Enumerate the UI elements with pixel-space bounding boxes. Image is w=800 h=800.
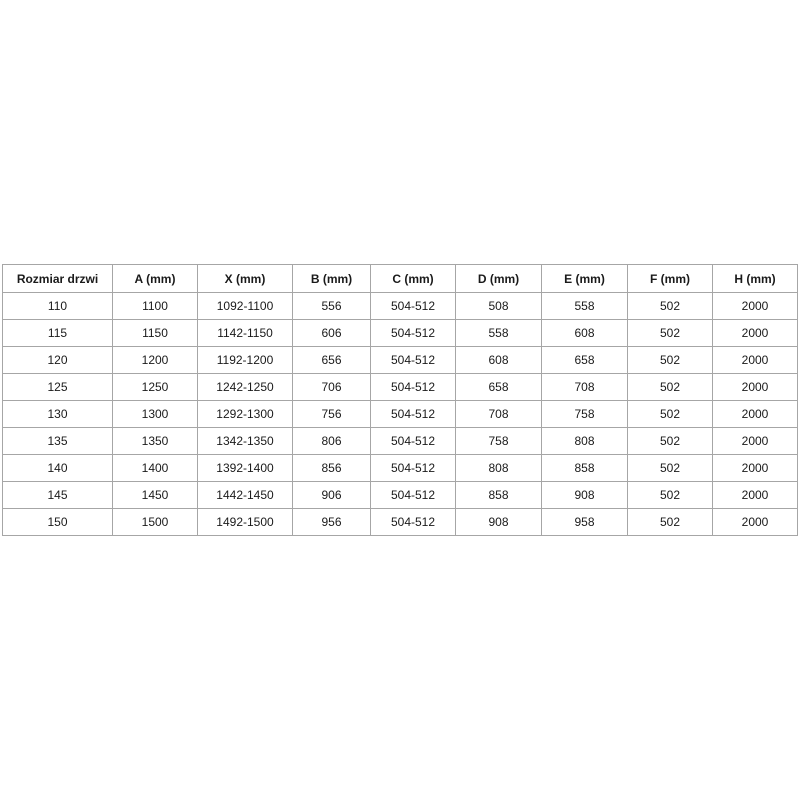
column-header-f-mm: F (mm)	[628, 265, 713, 293]
table-cell: 2000	[713, 401, 798, 428]
table-cell: 1142-1150	[198, 320, 293, 347]
table-row	[3, 455, 798, 482]
table-cell: 502	[628, 347, 713, 374]
table-cell: 708	[542, 374, 628, 401]
table-cell: 120	[3, 347, 113, 374]
table-cell: 1450	[113, 482, 198, 509]
table-row	[3, 401, 798, 428]
table-cell: 708	[456, 401, 542, 428]
table-cell: 606	[293, 320, 371, 347]
column-header-d-mm: D (mm)	[456, 265, 542, 293]
table-cell: 115	[3, 320, 113, 347]
table-cell: 1192-1200	[198, 347, 293, 374]
table-cell: 502	[628, 401, 713, 428]
table-cell: 858	[456, 482, 542, 509]
table-cell: 1300	[113, 401, 198, 428]
column-header-e-mm: E (mm)	[542, 265, 628, 293]
table-cell: 502	[628, 293, 713, 320]
table-cell: 1250	[113, 374, 198, 401]
column-header-c-mm: C (mm)	[371, 265, 456, 293]
door-size-table-container	[2, 264, 798, 536]
table-cell: 1392-1400	[198, 455, 293, 482]
table-cell: 656	[293, 347, 371, 374]
table-cell: 706	[293, 374, 371, 401]
table-cell: 1350	[113, 428, 198, 455]
table-row	[3, 428, 798, 455]
table-cell: 110	[3, 293, 113, 320]
door-size-spec-table	[2, 264, 798, 536]
table-cell: 502	[628, 482, 713, 509]
table-cell: 1492-1500	[198, 509, 293, 536]
table-cell: 1342-1350	[198, 428, 293, 455]
header-row	[3, 265, 798, 293]
table-cell: 1150	[113, 320, 198, 347]
table-row	[3, 347, 798, 374]
table-cell: 2000	[713, 509, 798, 536]
table-cell: 504-512	[371, 347, 456, 374]
table-cell: 956	[293, 509, 371, 536]
table-cell: 508	[456, 293, 542, 320]
table-cell: 2000	[713, 455, 798, 482]
table-cell: 758	[456, 428, 542, 455]
table-cell: 1292-1300	[198, 401, 293, 428]
table-cell: 958	[542, 509, 628, 536]
table-cell: 502	[628, 320, 713, 347]
table-cell: 2000	[713, 347, 798, 374]
table-cell: 145	[3, 482, 113, 509]
table-cell: 856	[293, 455, 371, 482]
table-row	[3, 482, 798, 509]
table-cell: 502	[628, 428, 713, 455]
table-cell: 150	[3, 509, 113, 536]
table-cell: 502	[628, 455, 713, 482]
table-cell: 758	[542, 401, 628, 428]
table-cell: 1100	[113, 293, 198, 320]
table-cell: 504-512	[371, 509, 456, 536]
table-cell: 2000	[713, 374, 798, 401]
column-header-x-mm: X (mm)	[198, 265, 293, 293]
table-row	[3, 320, 798, 347]
table-cell: 1400	[113, 455, 198, 482]
table-cell: 558	[542, 293, 628, 320]
column-header-h-mm: H (mm)	[713, 265, 798, 293]
table-cell: 658	[542, 347, 628, 374]
table-cell: 808	[456, 455, 542, 482]
table-cell: 125	[3, 374, 113, 401]
table-cell: 504-512	[371, 293, 456, 320]
table-cell: 1092-1100	[198, 293, 293, 320]
table-cell: 756	[293, 401, 371, 428]
table-cell: 135	[3, 428, 113, 455]
table-row	[3, 293, 798, 320]
table-cell: 1200	[113, 347, 198, 374]
table-row	[3, 374, 798, 401]
table-cell: 658	[456, 374, 542, 401]
table-cell: 556	[293, 293, 371, 320]
table-row	[3, 509, 798, 536]
table-cell: 608	[456, 347, 542, 374]
table-cell: 858	[542, 455, 628, 482]
table-cell: 558	[456, 320, 542, 347]
column-header-b-mm: B (mm)	[293, 265, 371, 293]
table-cell: 806	[293, 428, 371, 455]
table-cell: 1242-1250	[198, 374, 293, 401]
table-cell: 808	[542, 428, 628, 455]
table-header	[3, 265, 798, 293]
table-cell: 2000	[713, 320, 798, 347]
table-cell: 2000	[713, 482, 798, 509]
table-cell: 1442-1450	[198, 482, 293, 509]
table-cell: 2000	[713, 428, 798, 455]
table-cell: 502	[628, 374, 713, 401]
table-cell: 504-512	[371, 320, 456, 347]
table-cell: 504-512	[371, 455, 456, 482]
table-cell: 502	[628, 509, 713, 536]
column-header-rozmiar-drzwi: Rozmiar drzwi	[3, 265, 113, 293]
table-cell: 504-512	[371, 374, 456, 401]
table-cell: 608	[542, 320, 628, 347]
table-cell: 504-512	[371, 428, 456, 455]
table-cell: 2000	[713, 293, 798, 320]
table-body	[3, 293, 798, 536]
table-cell: 906	[293, 482, 371, 509]
column-header-a-mm: A (mm)	[113, 265, 198, 293]
table-cell: 140	[3, 455, 113, 482]
table-cell: 130	[3, 401, 113, 428]
table-cell: 504-512	[371, 401, 456, 428]
table-cell: 1500	[113, 509, 198, 536]
table-cell: 504-512	[371, 482, 456, 509]
table-cell: 908	[542, 482, 628, 509]
table-cell: 908	[456, 509, 542, 536]
